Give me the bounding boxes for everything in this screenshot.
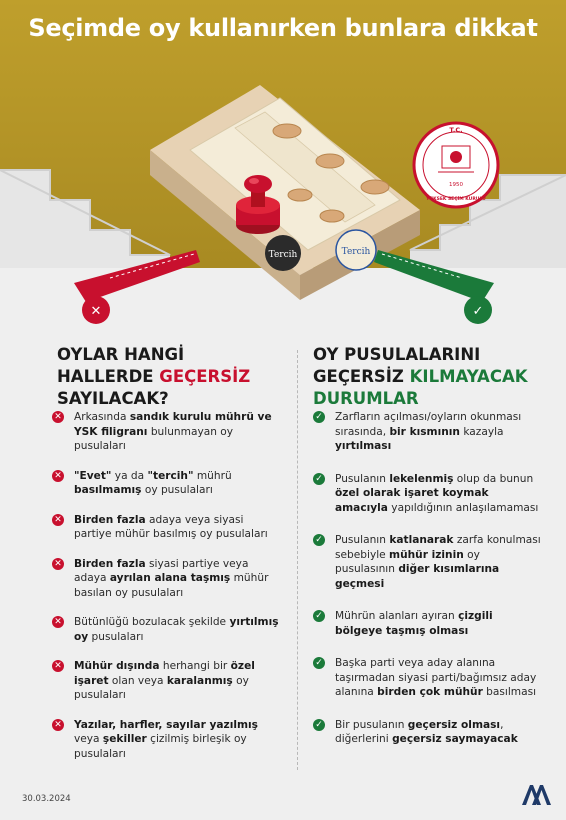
left-item-text: pusulaları — [88, 630, 144, 643]
check-mark-icon: ✓ — [313, 719, 325, 731]
left-item-text: Birden fazla — [74, 557, 146, 570]
x-mark-icon: ✕ — [52, 660, 64, 672]
check-mark-icon: ✓ — [313, 411, 325, 423]
left-item-text: "tercih" — [147, 469, 194, 482]
left-item-text: mührü — [193, 469, 232, 482]
seal-year: 1950 — [449, 182, 463, 188]
left-item-text: Birden fazla — [74, 513, 146, 526]
right-item-text: diğer kısımlarına geçmesi — [335, 563, 500, 590]
right-heading-line2-a: GEÇERSİZ — [313, 367, 410, 386]
right-heading — [313, 344, 553, 410]
right-item-text: Başka parti veya aday alanına taşırmadan siyasi parti/bağımsız aday alanına — [335, 657, 537, 698]
left-item-text: Bütünlüğü bozulacak şekilde — [74, 616, 230, 628]
right-heading-line3: DURUMLAR — [313, 389, 419, 408]
right-item-text: lekelenmiş — [389, 472, 454, 485]
left-heading — [57, 344, 272, 410]
valid-cases-list — [313, 410, 543, 765]
left-item-text: özel işaret — [74, 660, 255, 687]
check-mark-icon: ✓ — [313, 534, 325, 546]
left-item-text: oy pusulaları — [74, 674, 249, 701]
left-item-text: adaya veya siyasi partiye mühür basılmış oy pusulaları — [74, 513, 268, 540]
page-title: Seçimde oy kullanırken bunlara dikkat — [28, 14, 538, 42]
tercih-imprint-blue: Tercih — [341, 247, 371, 257]
ysk-seal-icon — [414, 123, 498, 207]
x-mark-icon: ✕ — [52, 411, 64, 423]
left-item-text: karalanmış — [166, 674, 233, 687]
right-list-item — [313, 533, 543, 591]
right-item-text: olup da bunun — [453, 472, 534, 485]
right-item-text: Zarfların açılması/oyların okunması sırasında, — [335, 411, 522, 438]
left-item-text: herhangi bir — [159, 660, 231, 672]
left-item-text: Arkasında — [74, 411, 130, 423]
left-item-text: çizilmiş birleşik oy pusulaları — [74, 733, 247, 760]
seal-bottom-text: YÜKSEK SEÇİM KURULU — [426, 197, 486, 202]
check-mark-icon: ✓ — [313, 657, 325, 669]
hero-illustration — [0, 0, 566, 330]
right-item-text: Pusulanın — [335, 472, 390, 485]
left-list-item — [52, 615, 284, 644]
right-item-text: birden çok mühür — [377, 686, 483, 698]
check-mark-icon: ✓ — [313, 473, 325, 485]
x-mark-icon: ✕ — [52, 470, 64, 482]
left-item-text: yırtılmış — [229, 616, 279, 628]
left-item-text: Yazılar, harfler, sayılar yazılmış — [74, 718, 258, 731]
right-item-text: özel olarak işaret koymak amacıyla — [335, 487, 489, 514]
left-item-text: siyasi partiye veya adaya — [74, 557, 249, 584]
right-item-text: , diğerlerini — [335, 718, 504, 745]
right-list-item — [313, 718, 543, 747]
left-heading-line3: SAYILACAK? — [57, 389, 169, 408]
x-mark-icon: ✕ — [52, 558, 64, 570]
seal-top-text: T.C. — [449, 126, 463, 134]
left-item-text: ya da — [111, 469, 148, 482]
right-item-text: yırtılması — [335, 440, 392, 452]
right-list-item — [313, 609, 543, 638]
aa-logo-icon — [520, 781, 552, 807]
right-item-text: zarfa konulması sebebiyle — [335, 534, 541, 561]
right-list-item — [313, 656, 543, 700]
left-item-text: olan veya — [108, 674, 167, 687]
left-list-item — [52, 469, 284, 498]
right-item-text: yapıldığının anlaşılamaması — [387, 501, 539, 514]
left-heading-line2 — [57, 366, 272, 388]
right-item-text: kazayla — [459, 425, 504, 438]
right-item-text: geçersiz olması — [407, 718, 501, 731]
left-item-text: oy pusulaları — [141, 484, 213, 496]
column-divider — [297, 350, 298, 770]
footer-date: 30.03.2024 — [22, 794, 71, 804]
svg-text:✓: ✓ — [472, 304, 484, 319]
left-item-text: ayrılan alana taşmış — [109, 572, 231, 584]
left-list-item — [52, 410, 284, 454]
left-list-item — [52, 718, 284, 762]
left-item-text: veya — [74, 733, 103, 745]
check-mark-icon: ✓ — [313, 610, 325, 622]
left-item-text: sandık kurulu mührü ve YSK filigranı — [74, 411, 272, 438]
left-item-text: basılmamış — [74, 484, 142, 496]
right-item-text: bir kısmının — [389, 425, 460, 438]
left-list-item — [52, 659, 284, 703]
left-item-text: Mühür dışında — [74, 660, 160, 672]
right-heading-highlight: KILMAYACAK — [409, 367, 528, 386]
left-item-text: bulunmayan oy pusulaları — [74, 425, 234, 452]
right-item-text: Bir pusulanın — [335, 718, 408, 731]
tercih-imprint-dark: Tercih — [268, 250, 298, 260]
right-heading-line1: OY PUSULALARINI — [313, 345, 481, 364]
right-item-text: mühür izinin — [389, 548, 464, 561]
right-list-item — [313, 472, 543, 516]
left-item-text: "Evet" — [74, 469, 112, 482]
left-list-item — [52, 513, 284, 542]
x-mark-icon: ✕ — [52, 719, 64, 731]
right-item-text: Pusulanın — [335, 534, 390, 546]
right-item-text: basılması — [482, 686, 537, 698]
right-item-text: katlanarak — [389, 534, 454, 546]
right-heading-line2 — [313, 366, 553, 388]
right-item-text: çizgili bölgeye taşmış olması — [335, 610, 493, 637]
x-mark-icon: ✕ — [52, 616, 64, 628]
left-item-text: şekiller — [102, 733, 147, 745]
invalid-cases-list — [52, 410, 284, 776]
left-heading-line2-a: HALLERDE — [57, 367, 160, 386]
right-list-item — [313, 410, 543, 454]
right-item-text: geçersiz saymayacak — [392, 733, 518, 745]
left-list-item — [52, 557, 284, 601]
left-heading-line1: OYLAR HANGİ — [57, 345, 185, 364]
right-item-text: oy pusulasının — [335, 548, 480, 575]
left-heading-highlight: GEÇERSİZ — [159, 367, 251, 386]
svg-text:✕: ✕ — [90, 304, 102, 319]
x-mark-icon: ✕ — [52, 514, 64, 526]
left-item-text: mühür basılan oy pusulaları — [74, 572, 269, 599]
aa-logo-text: AA — [535, 805, 537, 806]
right-item-text: Mührün alanları ayıran — [335, 610, 459, 622]
left-item-text: oy — [74, 630, 89, 643]
